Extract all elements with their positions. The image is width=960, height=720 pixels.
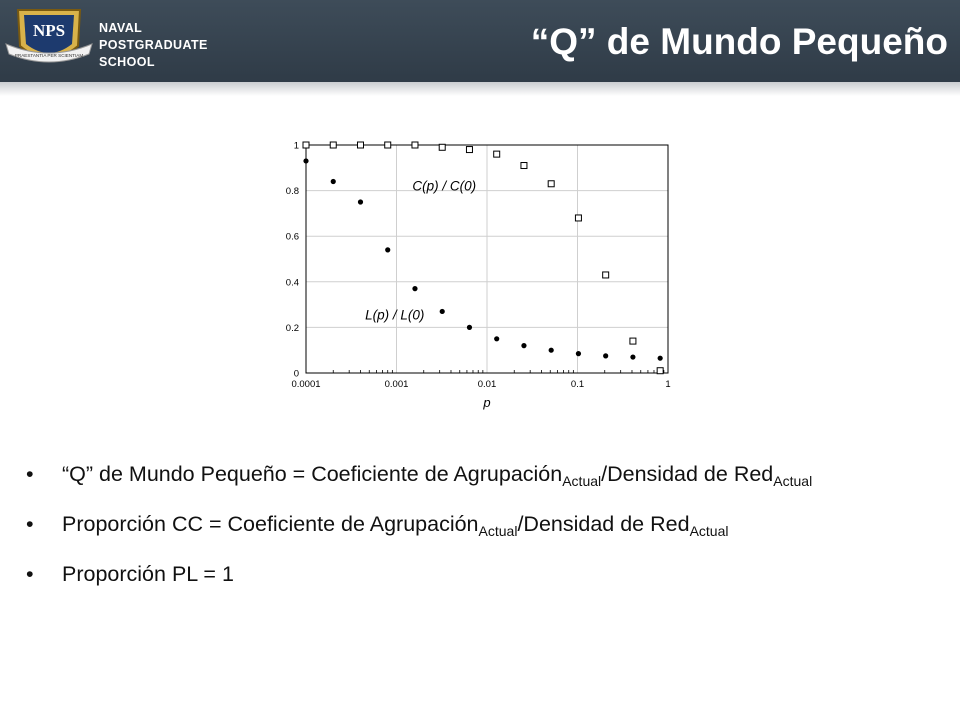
school-name-line2: POSTGRADUATE	[99, 38, 208, 52]
c-ratio-point	[385, 142, 391, 148]
bullet-item-q	[22, 462, 922, 487]
c-ratio-point	[630, 338, 636, 344]
l-ratio-point	[467, 325, 472, 330]
l-ratio-label: L(p) / L(0)	[365, 307, 425, 323]
c-ratio-point	[603, 272, 609, 278]
l-ratio-point	[494, 336, 499, 341]
l-ratio-point	[549, 348, 554, 353]
bullet-list	[22, 462, 922, 587]
x-axis-label: p	[483, 395, 491, 410]
y-tick-label: 0.2	[285, 322, 299, 334]
x-tick-label: 0.1	[570, 379, 585, 390]
c-ratio-point	[521, 163, 527, 169]
bullet1-text-part2: /Densidad de Red	[601, 462, 774, 486]
bullet-marker: •	[26, 562, 34, 586]
slide-title: “Q” de Mundo Pequeño	[530, 21, 948, 62]
l-ratio-point	[331, 179, 336, 184]
l-ratio-point	[440, 309, 445, 314]
bullet2-subscript1: Actual	[478, 523, 518, 539]
l-ratio-point	[303, 158, 308, 163]
bullet2-text-part1: Proporción CC = Coeficiente de Agrupación	[62, 512, 479, 536]
c-ratio-point	[575, 215, 581, 221]
school-name-line3: SCHOOL	[99, 55, 155, 69]
y-tick-label: 0	[293, 368, 299, 380]
bullet3-text: Proporción PL = 1	[62, 562, 234, 586]
x-tick-label: 0.01	[477, 379, 497, 390]
c-ratio-point	[494, 151, 500, 157]
c-ratio-point	[657, 368, 663, 374]
bullet-marker: •	[26, 512, 34, 536]
c-ratio-point	[439, 144, 445, 150]
c-ratio-point	[412, 142, 418, 148]
logo-banner-text: PRAESTANTIA PER SCIENTIAM	[14, 53, 84, 58]
c-ratio-point	[466, 147, 472, 153]
x-tick-label: 0.001	[384, 379, 409, 390]
c-ratio-label: C(p) / C(0)	[412, 178, 477, 194]
x-tick-label: 1	[665, 379, 671, 390]
y-tick-label: 0.6	[285, 231, 299, 243]
bullet1-subscript2: Actual	[773, 473, 813, 489]
l-ratio-point	[630, 354, 635, 359]
y-tick-label: 1	[293, 140, 299, 152]
x-tick-label: 0.0001	[291, 379, 321, 390]
bullet-item-cc	[22, 512, 922, 537]
bullet-marker: •	[26, 462, 34, 486]
c-ratio-point	[357, 142, 363, 148]
c-ratio-point	[303, 142, 309, 148]
l-ratio-point	[358, 199, 363, 204]
bullet1-subscript1: Actual	[562, 473, 602, 489]
l-ratio-point	[412, 286, 417, 291]
school-name	[99, 20, 208, 71]
bullet1-text-part1: “Q” de Mundo Pequeño = Coeficiente de Agrupación	[62, 462, 563, 486]
header-shadow	[0, 82, 960, 96]
logo-seal-text: NPS	[32, 21, 66, 40]
c-ratio-point	[548, 181, 554, 187]
l-ratio-point	[576, 351, 581, 356]
y-tick-label: 0.4	[285, 277, 299, 289]
school-name-line1: NAVAL	[99, 21, 143, 35]
bullet2-subscript2: Actual	[689, 523, 729, 539]
bullet2-text-part2: /Densidad de Red	[517, 512, 690, 536]
nps-logo-icon	[4, 6, 94, 72]
l-ratio-point	[603, 353, 608, 358]
y-tick-label: 0.8	[285, 186, 299, 198]
l-ratio-point	[385, 247, 390, 252]
l-ratio-point	[658, 356, 663, 361]
c-ratio-point	[330, 142, 336, 148]
l-ratio-point	[521, 343, 526, 348]
bullet-item-pl	[22, 562, 922, 587]
small-world-chart	[270, 130, 690, 425]
